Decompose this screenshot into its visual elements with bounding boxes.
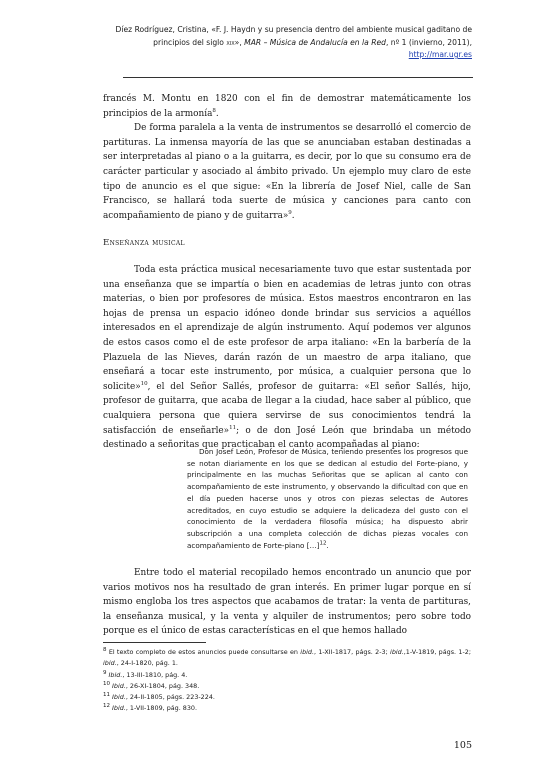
paragraph-text: francés M. Montu en 1820 con el fin de demostrar matemáticamente los principios de la armonía	[103, 94, 471, 119]
block-quote	[187, 446, 468, 551]
paragraph-text: Entre todo el material recopilado hemos encontrado un anuncio que por varios motivos nos ha resultado de gran interés. En primer lugar porque en sí mismo engloba los tres aspectos que acabamos de tratar: la venta de partituras, la enseñanza musical, y la venta y alquiler de instrumentos; pero sobre todo porque es el único de estas características en el que hemos hallado	[103, 568, 471, 637]
paragraph-3	[103, 263, 471, 453]
header-century: xix	[226, 37, 235, 47]
footnote-text: , 1-XII-1817, págs. 2-3;	[314, 648, 391, 656]
quote-text: Don Josef León, Profesor de Música, teniendo presentes los progresos que se notan diariamente en los que se dedican al estudio del Forte-piano, y principalmente en las muchas Señoritas que se aplican al canto con acompañamiento de este instrumento, y observando la dificultad con que en el día pueden hacerse unos y otros con piezas selectas de Autores acreditados, en cuyo estudio se adquiere la delicadeza del gusto con el conocimiento de la verdadera filosofía música; ha dispuesto abrir subscripción a una completa colección de dichas piezas vocales con acompañamiento de Forte-piano […]	[187, 447, 468, 550]
footnote-text: , 13-III-1810, pág. 4.	[122, 670, 188, 679]
footnote-text: , 1-VII-1809, pág. 830.	[125, 704, 198, 713]
footnote-9	[103, 670, 471, 681]
header-citation-text: »,	[234, 37, 245, 47]
footnote-8	[103, 647, 471, 670]
footnote-ibid: ibid.	[103, 659, 117, 668]
running-header	[108, 24, 472, 62]
footnote-divider	[103, 642, 206, 643]
header-citation-text: principios del siglo	[153, 37, 227, 47]
quote-text: .	[326, 540, 329, 550]
paragraph-4	[103, 566, 471, 639]
footnote-ibid: Ibid.	[112, 681, 126, 690]
footnote-ibid: Ibid.	[112, 704, 126, 713]
footnote-ibid: ibid.	[300, 648, 314, 656]
footnote-ref-9[interactable]: 9	[288, 209, 292, 216]
header-citation-line2	[108, 37, 472, 50]
paragraph-text: ; o de don José León que brindaba un método destinado a señoritas que practicaban el canto acompañadas al piano:	[103, 425, 472, 451]
footnote-ibid: Ibid.	[108, 670, 123, 679]
footnote-number: 8	[103, 646, 107, 653]
paragraph-text: Toda esta práctica musical necesariamente tuvo que estar sustentada por una enseñanza que se impartía o bien en academias de letras junto con otras materias, o bien por profesores de música. Estos maestros encontraron en las hojas de prensa un espacio idóneo donde brindar sus servicios a aquéllos interesados en el aprendizaje de algún instrumento. Aquí podemos ver algunos de estos casos como el de este profesor de arpa italiano: «En la barbería de la Plazuela de las Nieves, darán razón de un maestro de arpa italiano, que enseñará a tocar este instrumento, por música, a cualquier persona que lo solicite»	[103, 265, 471, 392]
header-divider	[123, 77, 473, 78]
footnote-11	[103, 692, 471, 703]
footnote-ref-11[interactable]: 11	[229, 424, 237, 431]
footnote-ref-8[interactable]: 8	[212, 107, 216, 114]
section-heading: Enseñanza musical	[103, 238, 185, 248]
header-citation-text: , nº 1 (invierno, 2011),	[385, 37, 472, 47]
paragraph-text: .	[291, 210, 295, 221]
header-citation-line1: Díez Rodríguez, Cristina, «F. J. Haydn y su presencia dentro del ambiente musical gaditano de	[115, 25, 472, 34]
paragraph-text: , el del Señor Sallés, profesor de guitarra: «El señor Sallés, hijo, profesor de guitarra, que acaba de llegar a la ciudad, hace saber al público, que cualquiera persona que quiera servirse de sus conocimientos tendrá la satisfacción de enseñarle»	[103, 381, 471, 436]
paragraph-text: .	[215, 108, 219, 119]
footnote-number: 9	[103, 669, 107, 676]
footnotes	[103, 647, 471, 715]
footnote-number: 12	[103, 703, 110, 710]
footnote-ref-10[interactable]: 10	[140, 380, 148, 387]
footnote-text: ,1-V-1819, págs. 1-2;	[403, 648, 471, 656]
paragraph-2	[103, 121, 471, 223]
footnote-12	[103, 703, 471, 714]
header-journal-title: MAR – Música de Andalucía en la Red	[244, 37, 386, 47]
footnote-ibid: Ibid.	[112, 693, 126, 702]
footnote-text: , 24-II-1805, págs. 223-224.	[125, 693, 215, 702]
journal-url-link[interactable]: http://mar.ugr.es	[408, 50, 472, 59]
footnote-number: 10	[103, 680, 110, 687]
page-number: 105	[453, 740, 472, 751]
paragraph-1	[103, 92, 471, 223]
footnote-ref-12[interactable]: 12	[319, 540, 327, 547]
footnote-text: El texto completo de estos anuncios puede consultarse en	[108, 648, 301, 656]
footnote-ibid: ibid.	[390, 648, 404, 656]
footnote-text: , 26-XI-1804, pág. 348.	[125, 681, 200, 690]
footnote-text: , 24-I-1820, pág. 1.	[116, 659, 178, 668]
footnote-number: 11	[103, 692, 110, 699]
footnote-10	[103, 681, 471, 692]
paragraph-text: De forma paralela a la venta de instrumentos se desarrolló el comercio de partituras. La inmensa mayoría de las que se anunciaban estaban destinadas a ser interpretadas al piano o a la guitarra, es decir, por lo que su consumo era de carácter particular y asociado al ámbito privado. Un ejemplo muy claro de este tipo de anuncio es el que sigue: «En la librería de Josef Niel, calle de San Francisco, se hallará toda suerte de música y canciones para canto con acompañamiento de piano y de guitarra»	[103, 123, 471, 221]
